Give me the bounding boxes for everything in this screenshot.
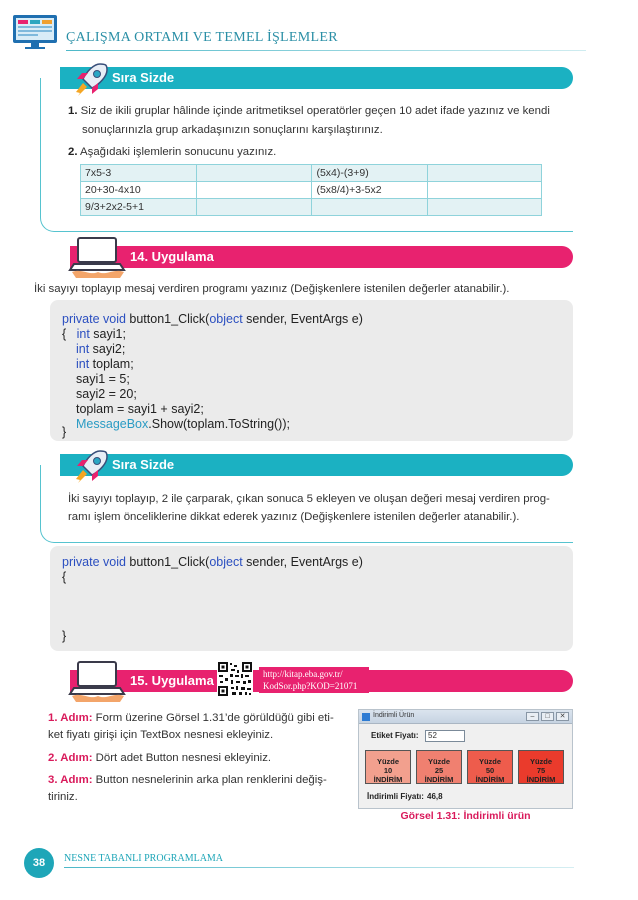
discount-25-button[interactable]: Yüzde 25 İNDİRİM	[416, 750, 462, 784]
page-number: 38	[24, 848, 54, 878]
uygulama-14-header	[70, 246, 573, 268]
table-cell	[312, 199, 428, 216]
step-3-key: 3. Adım:	[48, 774, 93, 786]
price-label: Etiket Fiyatı:	[371, 731, 419, 740]
header-divider	[66, 50, 586, 51]
table-cell: 20+30-4x10	[81, 182, 197, 199]
code-line: sayi2 = 20;	[76, 387, 137, 401]
close-icon[interactable]: ✕	[556, 712, 569, 721]
figure-caption: Görsel 1.31: İndirimli ürün	[400, 810, 531, 822]
qr-url-label[interactable]	[259, 667, 369, 693]
footer-divider	[64, 867, 574, 868]
uygulama-14-description: İki sayıyı toplayıp mesaj verdiren programı yazınız (Değişkenlere istenilen değerler atanabilir.).	[34, 283, 510, 295]
step-2	[48, 750, 338, 767]
qr-code-icon[interactable]	[217, 661, 253, 697]
table-cell: (5x4)-(3+9)	[312, 165, 428, 182]
table-row	[81, 182, 542, 199]
table-cell: (5x8/4)+3-5x2	[312, 182, 428, 199]
url-line-2: KodSor.php?KOD=21071	[263, 681, 358, 691]
book-title: NESNE TABANLI PROGRAMLAMA	[64, 853, 224, 864]
question-2	[68, 145, 276, 160]
discounted-price-label: İndirimli Fiyatı:	[367, 792, 424, 801]
table-row	[81, 165, 542, 182]
code-line: }	[62, 425, 67, 439]
table-row	[81, 199, 542, 216]
question-1-line-1	[68, 104, 550, 119]
code-line: }	[62, 629, 67, 643]
step-3-text-b: tiriniz.	[48, 791, 78, 803]
question-2-text: Aşağıdaki işlemlerin sonucunu yazınız.	[80, 146, 277, 158]
discounted-price-value: 46,8	[427, 792, 443, 801]
rocket-icon	[70, 58, 112, 100]
question-1-line-2: sonuçlarınızla grup arkadaşınızın sonuçlarını karşılaştırınız.	[82, 124, 383, 136]
code-line: private void button1_Click(object sender, EventArgs e)	[62, 555, 363, 569]
window-title: İndirimli Ürün	[373, 712, 415, 719]
sira-sizde-2-line-2: ramı işlem önceliklerine dikkat ederek yazınız (Değişkenlere istenilen değerler atanabilir.).	[68, 511, 520, 523]
step-3-text-a: Button nesnelerinin arka plan renklerini değiş-	[92, 774, 327, 786]
uygulama-14-title: 14. Uygulama	[130, 249, 214, 264]
minimize-icon[interactable]: –	[526, 712, 539, 721]
discount-10-button[interactable]: Yüzde 10 İNDİRİM	[365, 750, 411, 784]
step-1-text-b: ket fiyatı girişi için TextBox nesnesi ekleyiniz.	[48, 729, 274, 741]
table-cell[interactable]	[428, 182, 542, 199]
price-textbox[interactable]: 52	[425, 730, 465, 742]
url-line-1: http://kitap.eba.gov.tr/	[263, 669, 343, 679]
code-line: sayi1 = 5;	[76, 372, 130, 386]
sira-sizde-2-line-1: İki sayıyı toplayıp, 2 ile çarparak, çıkan sonuca 5 ekleyen ve oluşan değeri mesaj verdiren prog-	[68, 493, 550, 505]
discount-50-button[interactable]: Yüzde 50 İNDİRİM	[467, 750, 513, 784]
question-1-text-a: Siz de ikili gruplar hâlinde içinde aritmetiksel operatörler geçen 10 adet ifade yazınız ve kendi	[80, 105, 550, 117]
question-2-number: 2.	[68, 146, 78, 158]
code-line: toplam = sayi1 + sayi2;	[76, 402, 204, 416]
table-cell[interactable]	[196, 165, 312, 182]
uygulama-15-title: 15. Uygulama	[130, 673, 214, 688]
rocket-icon	[70, 445, 112, 487]
exercise-table	[80, 164, 542, 216]
step-2-text: Dört adet Button nesnesi ekleyiniz.	[92, 752, 272, 764]
maximize-icon[interactable]: □	[541, 712, 554, 721]
step-3	[48, 772, 338, 806]
table-cell[interactable]	[196, 199, 312, 216]
code-line: {	[62, 570, 67, 584]
step-1-text-a: Form üzerine Görsel 1.31’de görüldüğü gibi eti-	[92, 712, 334, 724]
code-line: MessageBox.Show(toplam.ToString());	[76, 417, 290, 431]
code-line: int sayi2;	[76, 342, 126, 356]
code-line: int toplam;	[76, 357, 134, 371]
code-line: private void button1_Click(object sender, EventArgs e)	[62, 312, 363, 326]
table-cell: 7x5-3	[81, 165, 197, 182]
table-cell[interactable]	[428, 199, 542, 216]
step-2-key: 2. Adım:	[48, 752, 93, 764]
table-cell: 9/3+2x2-5+1	[81, 199, 197, 216]
step-1	[48, 710, 338, 744]
step-1-key: 1. Adım:	[48, 712, 93, 724]
sira-sizde-header-1	[60, 67, 573, 89]
laptop-icon	[68, 658, 128, 702]
app-icon	[362, 713, 370, 721]
sira-sizde-header-2	[60, 454, 573, 476]
question-1-number: 1.	[68, 105, 78, 117]
code-line: { int sayi1;	[62, 327, 126, 341]
monitor-icon	[12, 14, 58, 50]
sira-sizde-title-2: Sıra Sizde	[112, 457, 175, 472]
chapter-title: ÇALIŞMA ORTAMI VE TEMEL İŞLEMLER	[66, 30, 338, 45]
laptop-icon	[68, 234, 128, 278]
discount-75-button[interactable]: Yüzde 75 İNDİRİM	[518, 750, 564, 784]
table-cell[interactable]	[196, 182, 312, 199]
sira-sizde-title-1: Sıra Sizde	[112, 70, 175, 85]
form-screenshot	[358, 709, 573, 809]
table-cell[interactable]	[428, 165, 542, 182]
